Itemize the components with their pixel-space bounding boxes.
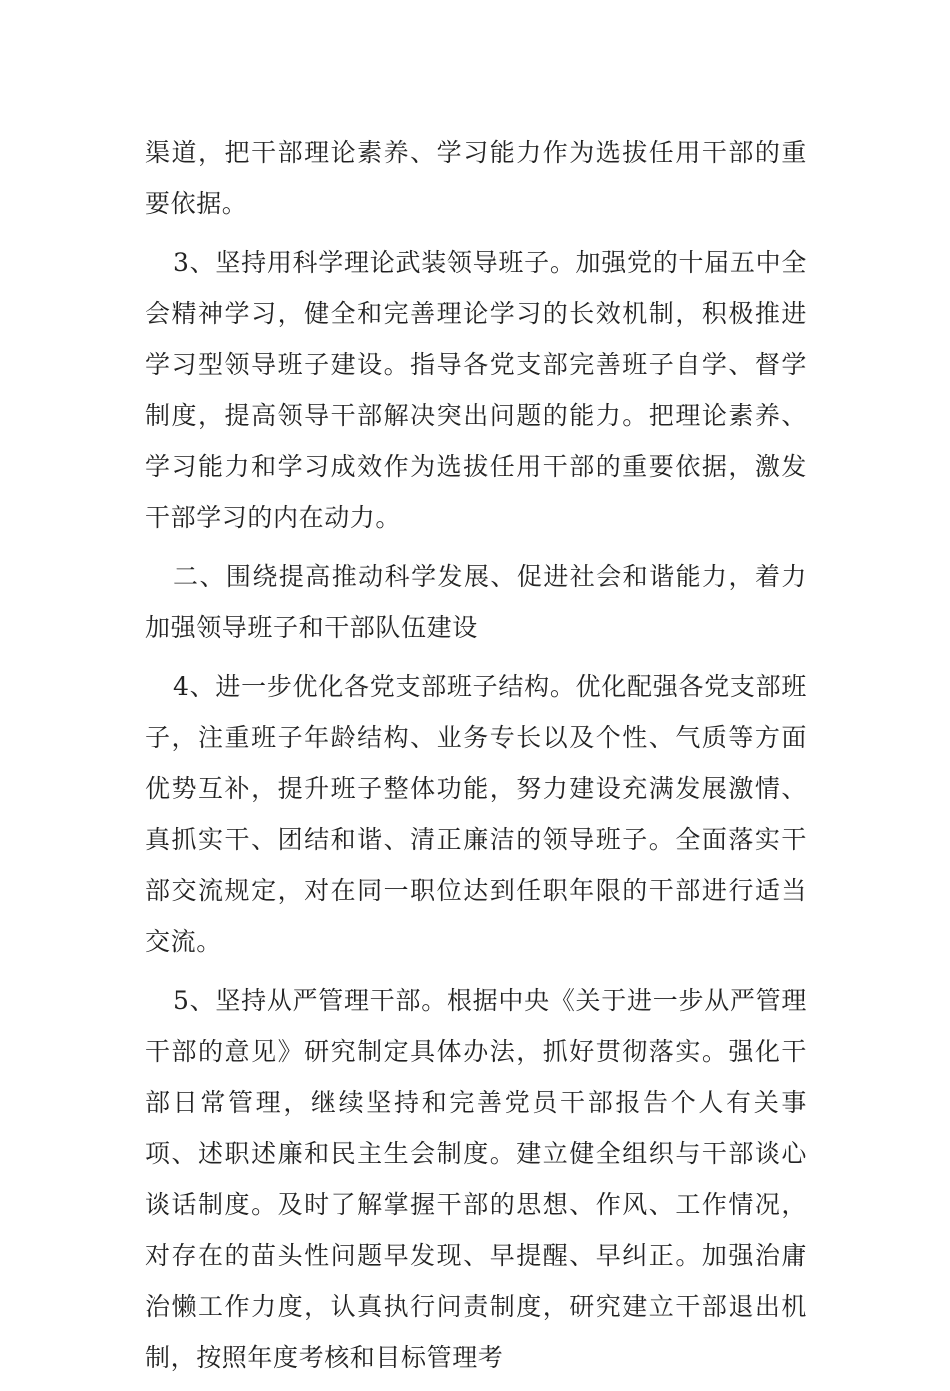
document-body (145, 127, 807, 1391)
paragraph-item-5: 5、坚持从严管理干部。根据中央《关于进一步从严管理干部的意见》研究制定具体办法，抓好贯彻落实。强化干部日常管理，继续坚持和完善党员干部报告个人有关事项、述职述廉和民主生会制度。建立健全组织与干部谈心谈话制度。及时了解掌握干部的思想、作风、工作情况，对存在的苗头性问题早发现、早提醒、早纠正。加强治庸治懒工作力度，认真执行问责制度，研究建立干部退出机制，按照年度考核和目标管理考 (145, 986, 807, 1372)
paragraph-continuation: 渠道，把干部理论素养、学习能力作为选拔任用干部的重要依据。 (145, 138, 807, 218)
paragraph-item-3: 3、坚持用科学理论武装领导班子。加强党的十届五中全会精神学习，健全和完善理论学习的长效机制，积极推进学习型领导班子建设。指导各党支部完善班子自学、督学制度，提高领导干部解决突出问题的能力。把理论素养、学习能力和学习成效作为选拔任用干部的重要依据，激发干部学习的内在动力。 (145, 248, 807, 532)
section-heading-2: 二、围绕提高推动科学发展、促进社会和谐能力，着力加强领导班子和干部队伍建设 (145, 562, 807, 642)
paragraph-item-4: 4、进一步优化各党支部班子结构。优化配强各党支部班子，注重班子年龄结构、业务专长以及个性、气质等方面优势互补，提升班子整体功能，努力建设充满发展激情、真抓实干、团结和谐、清正廉洁的领导班子。全面落实干部交流规定，对在同一职位达到任职年限的干部进行适当交流。 (145, 672, 807, 956)
